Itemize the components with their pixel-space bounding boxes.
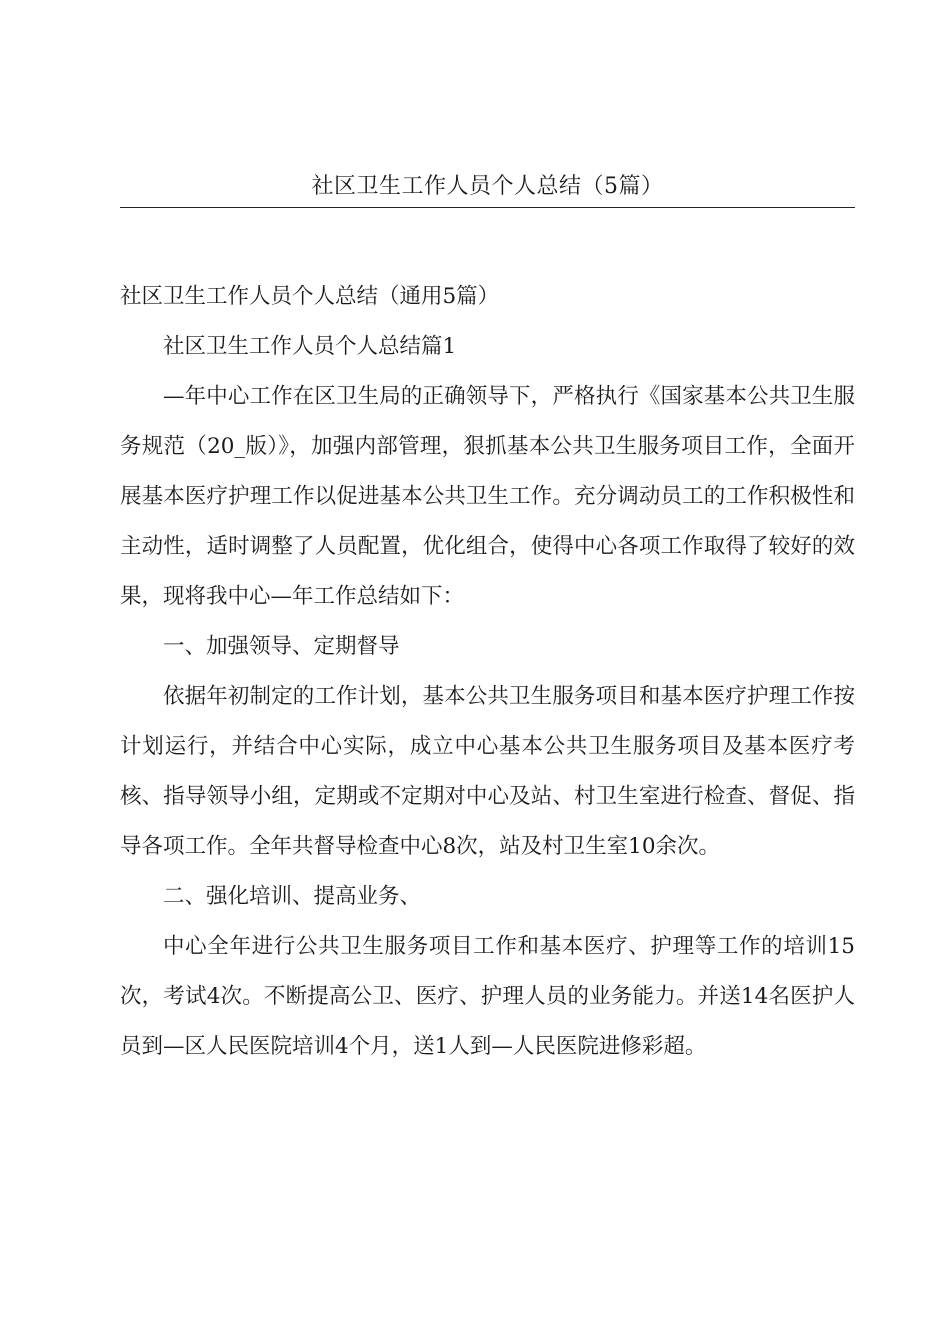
paragraph-leadership: 依据年初制定的工作计划，基本公共卫生服务项目和基本医疗护理工作按计划运行，并结合中心实际，成立中心基本公共卫生服务项目及基本医疗考核、指导领导小组，定期或不定期对中心及站、村卫生室进行检查、督促、指导各项工作。全年共督导检查中心8次，站及村卫生室10余次。 — [120, 684, 855, 859]
section-title: 社区卫生工作人员个人总结篇1 — [163, 334, 457, 359]
document-title: 社区卫生工作人员个人总结（通用5篇） — [120, 284, 500, 309]
paragraph-intro: —年中心工作在区卫生局的正确领导下，严格执行《国家基本公共卫生服务规范（20_版）》，加强内部管理，狠抓基本公共卫生服务项目工作，全面开展基本医疗护理工作以促进基本公共卫生工作。充分调动员工的工作积极性和主动性，适时调整了人员配置，优化组合，使得中心各项工作取得了较好的效果，现将我中心—年工作总结如下： — [120, 384, 855, 609]
running-header-title: 社区卫生工作人员个人总结（5篇） — [311, 174, 664, 199]
heading-leadership: 一、加强领导、定期督导 — [163, 634, 400, 659]
paragraph-training: 中心全年进行公共卫生服务项目工作和基本医疗、护理等工作的培训15次，考试4次。不断提高公卫、医疗、护理人员的业务能力。并送14名医护人员到—区人民医院培训4个月，送1人到—人民医院进修彩超。 — [120, 934, 855, 1059]
heading-training: 二、强化培训、提高业务、 — [163, 884, 422, 909]
header-divider — [120, 207, 855, 208]
document-body — [120, 272, 855, 1072]
